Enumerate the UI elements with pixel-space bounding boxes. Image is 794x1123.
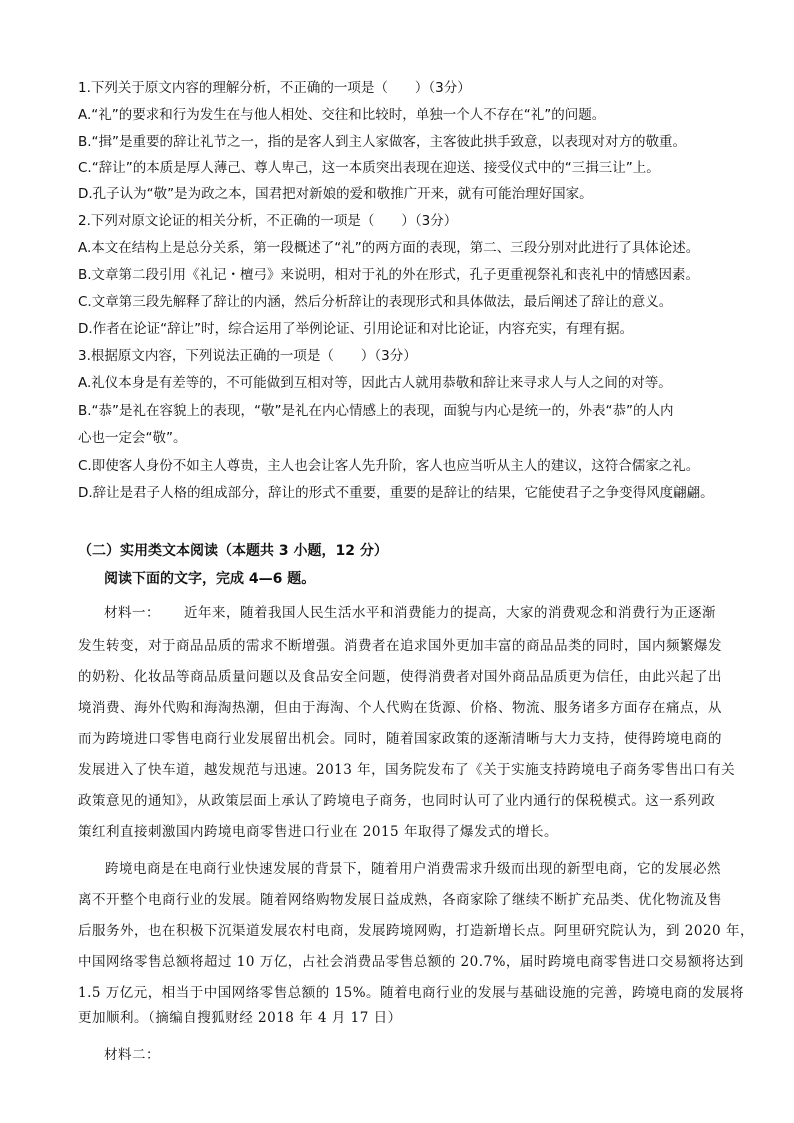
question-3-option-d: D.辞让是君子人格的组成部分，辞让的形式不重要，重要的是辞让的结果，它能使君子之争变得风度翩翩。 (78, 485, 714, 501)
question-3-stem: 3.根据原文内容，下列说法正确的一项是（ ）（3分） (78, 348, 417, 364)
question-2-option-c: C.文章第三段先解释了辞让的内涵，然后分析辞让的表现形式和具体做法，最后阐述了辞让的意义。 (78, 294, 673, 310)
material-1-line: 中国网络零售总额将超过 10 万亿，占社会消费品零售总额的 20.7%，届时跨境电商零售进口交易额将达到 (78, 954, 744, 970)
question-1-option-a: A.“礼”的要求和行为发生在与他人相处、交往和比较时，单独一个人不存在“礼”的问题。 (78, 107, 606, 123)
material-1-line: 近年来，随着我国人民生活水平和消费能力的提高，大家的消费观念和消费行为正逐渐 (184, 605, 716, 621)
question-3-option-b: B.“恭”是礼在容貌上的表现，“敬”是礼在内心情感上的表现，面貌与内心是统一的，外表“恭”的人内 (78, 403, 674, 419)
material-1-first-line (78, 601, 718, 621)
material-1-line: 而为跨境进口零售电商行业发展留出机会。同时，随着国家政策的逐渐清晰与大力支持，使得跨境电商的 (78, 731, 722, 747)
question-1-stem: 1.下列关于原文内容的理解分析，不正确的一项是（ ）（3分） (78, 80, 471, 96)
material-1-line: 发生转变，对于商品品质的需求不断增强。消费者在追求国外更加丰富的商品品类的同时，国内频繁爆发 (78, 638, 722, 654)
material-1-line: 的奶粉、化妆品等商品质量问题以及食品安全问题，使得消费者对国外商品品质更为信任，由此兴起了出 (78, 669, 722, 685)
material-2-label: 材料二： (104, 1047, 160, 1063)
material-1-line: 境消费、海外代购和海淘热潮，但由于海淘、个人代购在货源、价格、物流、服务诸多方面存在痛点，从 (78, 700, 722, 716)
material-1-line: 更加顺利。（摘编自搜狐财经 2018 年 4 月 17 日） (78, 1010, 402, 1026)
material-1-line: 发展进入了快车道，越发规范与迅速。2013 年，国务院发布了《关于实施支持跨境电子商务零售出口有关 (78, 762, 736, 778)
material-1-line: 跨境电商是在电商行业快速发展的背景下，随着用户消费需求升级而出现的新型电商，它的发展必然 (105, 861, 721, 877)
material-1-line: 政策意见的通知》，从政策层面上承认了跨境电子商务，也同时认可了业内通行的保税模式。这一系列政 (78, 793, 716, 809)
question-1-option-c: C.“辞让”的本质是厚人薄己、尊人卑己，这一本质突出表现在迎送、接受仪式中的“三揖三让”上。 (78, 160, 660, 176)
material-1-line: 1.5 万亿元，相当于中国网络零售总额的 15%。随着电商行业的发展与基础设施的完善，跨境电商的发展将 (78, 985, 745, 1001)
question-3-option-b-cont: 心也一定会“敬”。 (78, 430, 187, 446)
question-2-option-a: A.本文在结构上是总分关系，第一段概述了“礼”的两方面的表现，第二、三段分别对此进行了具体论述。 (78, 240, 700, 256)
question-2-stem: 2.下列对原文论证的相关分析，不正确的一项是（ ）（3分） (78, 213, 458, 229)
material-1-line: 后服务外，也在积极下沉渠道发展农村电商，发展跨境网购，打造新增长点。阿里研究院认为，到 2020 年， (78, 923, 754, 939)
section-instruction: 阅读下面的文字，完成 4—6 题。 (104, 571, 316, 587)
question-3-option-a: A.礼仪本身是有差等的，不可能做到互相对等，因此古人就用恭敬和辞让来寻求人与人之间的对等。 (78, 375, 672, 391)
section-title: （二）实用类文本阅读（本题共 3 小题，12 分） (78, 543, 388, 559)
material-1-line: 策红利直接刺激国内跨境电商零售进口行业在 2015 年取得了爆发式的增长。 (78, 824, 558, 840)
material-1-line: 离不开整个电商行业的发展。随着网络购物发展日益成熟，各商家除了继续不断扩充品类、优化物流及售 (78, 892, 722, 908)
material-1-label: 材料一： (104, 605, 160, 621)
question-1-option-b: B.“揖”是重要的辞让礼节之一，指的是客人到主人家做客，主客彼此拱手致意，以表现对对方的敬重。 (78, 134, 687, 150)
question-3-option-c: C.即使客人身份不如主人尊贵，主人也会让客人先升阶，客人也应当听从主人的建议，这符合儒家之礼。 (78, 458, 700, 474)
question-2-option-b: B.文章第二段引用《礼记・檀弓》来说明，相对于礼的外在形式，孔子更重视祭礼和丧礼中的情感因素。 (78, 267, 700, 283)
question-2-option-d: D.作者在论证“辞让”时，综合运用了举例论证、引用论证和对比论证，内容充实，有理有据。 (78, 321, 634, 337)
question-1-option-d: D.孔子认为“敬”是为政之本，国君把对新娘的爱和敬推广开来，就有可能治理好国家。 (78, 186, 593, 202)
